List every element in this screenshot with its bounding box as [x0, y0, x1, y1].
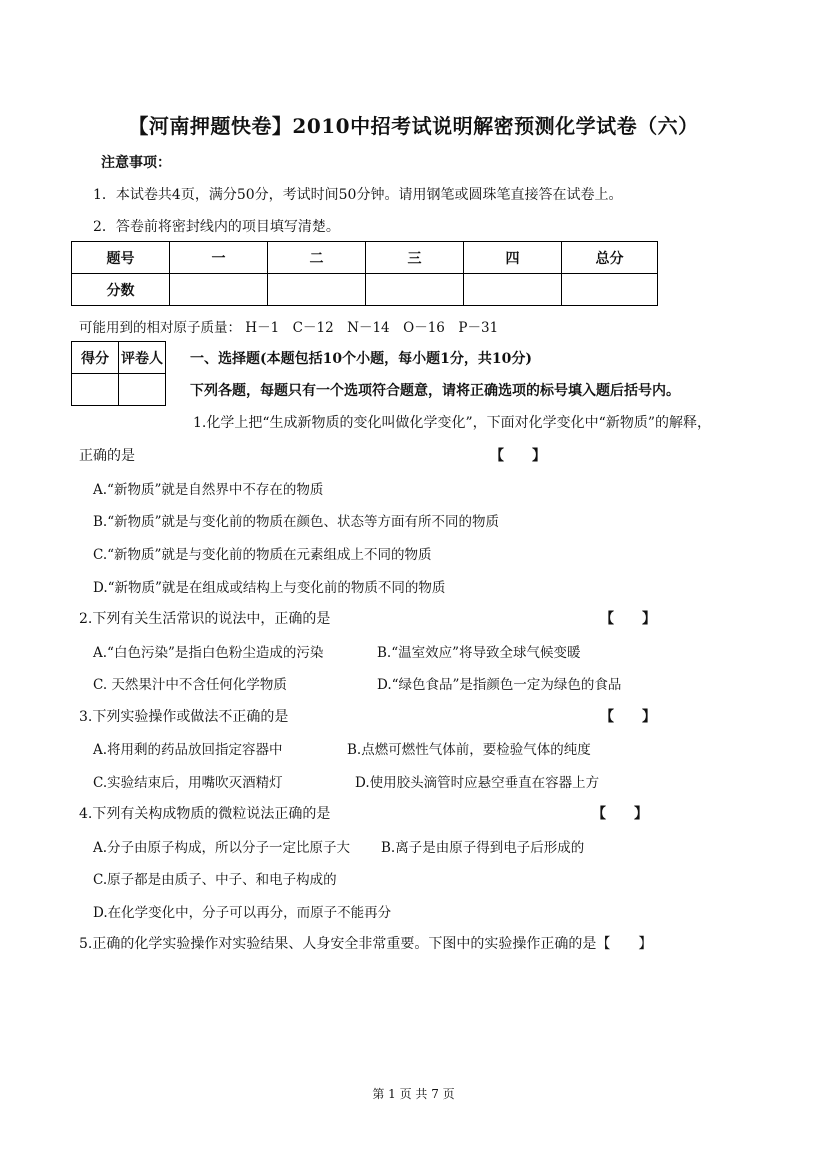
question-2-option-c: C. 天然果汁中不含任何化学物质 — [93, 677, 287, 693]
question-1-option-c: C.“新物质”就是与变化前的物质在元素组成上不同的物质 — [93, 547, 432, 563]
score-cell-3[interactable] — [366, 274, 464, 306]
question-3-answer-bracket[interactable]: 【 】 — [600, 709, 656, 725]
question-1-stem: 1.化学上把“生成新物质的变化叫做化学变化”，下面对化学变化中“新物质”的解释， — [193, 415, 711, 431]
grader-score-label: 得分 — [72, 342, 119, 374]
question-3-option-c: C.实验结束后，用嘴吹灭酒精灯 — [93, 775, 283, 791]
score-table — [71, 241, 658, 306]
question-4-stem: 4.下列有关构成物质的微粒说法正确的是 — [79, 806, 331, 822]
atomic-mass-line: 可能用到的相对原子质量： H－1 C－12 N－14 O－16 P－31 — [79, 320, 499, 336]
exam-title: 【河南押题快卷】2010中招考试说明解密预测化学试卷（六） — [128, 114, 699, 138]
question-4-option-c: C.原子都是由质子、中子、和电子构成的 — [93, 872, 337, 888]
notice-heading: 注意事项： — [101, 155, 171, 171]
question-2-stem: 2.下列有关生活常识的说法中，正确的是 — [79, 611, 331, 627]
question-4-answer-bracket[interactable]: 【 】 — [592, 806, 648, 822]
question-3-option-b: B.点燃可燃性气体前，要检验气体的纯度 — [347, 742, 591, 758]
grader-name-label: 评卷人 — [119, 342, 166, 374]
score-table-col-2: 二 — [268, 242, 366, 274]
question-1-answer-bracket[interactable]: 【 】 — [490, 448, 546, 464]
section-heading: 一、选择题(本题包括10个小题，每小题1分，共10分) — [190, 351, 532, 367]
page-footer: 第 1 页 共 7 页 — [372, 1087, 455, 1101]
score-table-value-row — [72, 274, 658, 306]
question-3-stem: 3.下列实验操作或做法不正确的是 — [79, 709, 289, 725]
question-3-option-d: D.使用胶头滴管时应悬空垂直在容器上方 — [355, 775, 600, 791]
score-table-header-row — [72, 242, 658, 274]
score-table-row-label: 分数 — [72, 274, 170, 306]
score-cell-2[interactable] — [268, 274, 366, 306]
section-instruction: 下列各题，每题只有一个选项符合题意，请将正确选项的标号填入题后括号内。 — [190, 383, 680, 399]
question-1-option-b: B.“新物质”就是与变化前的物质在颜色、状态等方面有所不同的物质 — [93, 514, 500, 530]
grader-box — [71, 341, 166, 406]
score-cell-total[interactable] — [562, 274, 658, 306]
question-4-option-b: B.离子是由原子得到电子后形成的 — [381, 840, 585, 856]
score-table-header-label: 题号 — [72, 242, 170, 274]
score-cell-4[interactable] — [464, 274, 562, 306]
question-3-option-a: A.将用剩的药品放回指定容器中 — [93, 742, 283, 758]
score-cell-1[interactable] — [170, 274, 268, 306]
question-1-stem-cont: 正确的是 — [79, 448, 135, 464]
question-2-option-d: D.“绿色食品”是指颜色一定为绿色的食品 — [377, 677, 622, 693]
grader-name-cell[interactable] — [119, 374, 166, 406]
question-1-option-d: D.“新物质”就是在组成或结构上与变化前的物质不同的物质 — [93, 580, 446, 596]
notice-item-1: 1．本试卷共4页，满分50分，考试时间50分钟。请用钢笔或圆珠笔直接答在试卷上。 — [93, 187, 623, 203]
question-2-option-a: A.“白色污染”是指白色粉尘造成的污染 — [93, 645, 324, 661]
question-2-option-b: B.“温室效应”将导致全球气候变暖 — [377, 645, 581, 661]
question-2-answer-bracket[interactable]: 【 】 — [600, 611, 656, 627]
question-1-option-a: A.“新物质”就是自然界中不存在的物质 — [93, 482, 324, 498]
score-table-col-4: 四 — [464, 242, 562, 274]
question-5-stem: 5.正确的化学实验操作对实验结果、人身安全非常重要。下图中的实验操作正确的是【 】 — [79, 936, 653, 952]
question-4-option-d: D.在化学变化中，分子可以再分，而原子不能再分 — [93, 905, 392, 921]
grader-score-cell[interactable] — [72, 374, 119, 406]
score-table-col-total: 总分 — [562, 242, 658, 274]
score-table-col-1: 一 — [170, 242, 268, 274]
notice-item-2: 2．答卷前将密封线内的项目填写清楚。 — [93, 219, 340, 235]
question-4-option-a: A.分子由原子构成，所以分子一定比原子大 — [93, 840, 351, 856]
score-table-col-3: 三 — [366, 242, 464, 274]
